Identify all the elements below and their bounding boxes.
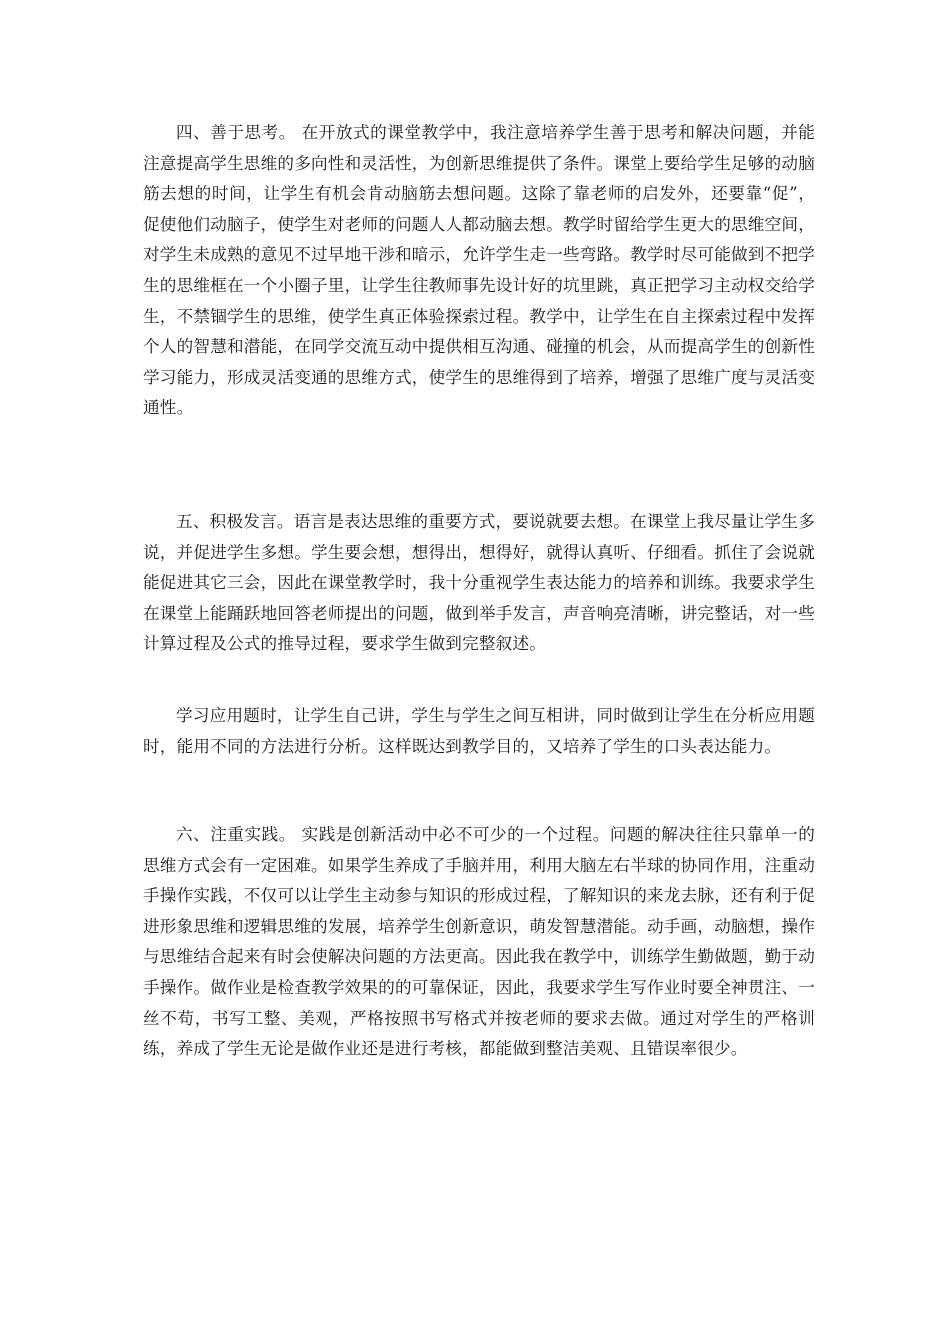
paragraph-thinking: 四、善于思考。 在开放式的课堂教学中，我注意培养学生善于思考和解决问题，并能注意提高学生思维的多向性和灵活性，为创新思维提供了条件。课堂上要给学生足够的动脑筋去想的时间，让学生有机会肯动脑筋去想问题。这除了靠老师的启发外，还要靠“促”，促使他们动脑子，使学生对老师的问题人人都动脑去想。教学时留给学生更大的思维空间，对学生未成熟的意见不过早地干涉和暗示，允许学生走一些弯路。教学时尽可能做到不把学生的思维框在一个小圈子里，让学生往教师事先设计好的坑里跳，真正把学习主动权交给学生，不禁锢学生的思维，使学生真正体验探索过程。教学中，让学生在自主探索过程中发挥个人的智慧和潜能，在同学交流互动中提供相互沟通、碰撞的机会，从而提高学生的创新性学习能力，形成灵活变通的思维方式，使学生的思维得到了培养，增强了思维广度与灵活变通性。 <box>143 123 815 418</box>
paragraph-word-problems: 学习应用题时，让学生自己讲，学生与学生之间互相讲，同时做到让学生在分析应用题时，能用不同的方法进行分析。这样既达到教学目的，又培养了学生的口头表达能力。 <box>143 706 815 756</box>
paragraph-speaking: 五、积极发言。语言是表达思维的重要方式，要说就要去想。在课堂上我尽量让学生多说，并促进学生多想。学生要会想，想得出，想得好，就得认真听、仔细看。抓住了会说就能促进其它三会，因此在课堂教学时，我十分重视学生表达能力的培养和训练。我要求学生在课堂上能踊跃地回答老师提出的问题，做到举手发言，声音响亮清晰，讲完整话，对一些计算过程及公式的推导过程，要求学生做到完整叙述。 <box>143 512 815 654</box>
paragraph-practice: 六、注重实践。 实践是创新活动中必不可少的一个过程。问题的解决往往只靠单一的思维方式会有一定困难。如果学生养成了手脑并用，利用大脑左右半球的协同作用，注重动手操作实践，不仅可以让学生主动参与知识的形成过程，了解知识的来龙去脉，还有利于促进形象思维和逻辑思维的发展，培养学生创新意识，萌发智慧潜能。动手画，动脑想，操作与思维结合起来有时会使解决问题的方法更高。因此我在教学中，训练学生勤做题，勤于动手操作。做作业是检查教学效果的的可靠保证，因此，我要求学生写作业时要全神贯注、一丝不苟，书写工整、美观，严格按照书写格式并按老师的要求去做。通过对学生的严格训练，养成了学生无论是做作业还是进行考核，都能做到整洁美观、且错误率很少。 <box>143 825 815 1059</box>
